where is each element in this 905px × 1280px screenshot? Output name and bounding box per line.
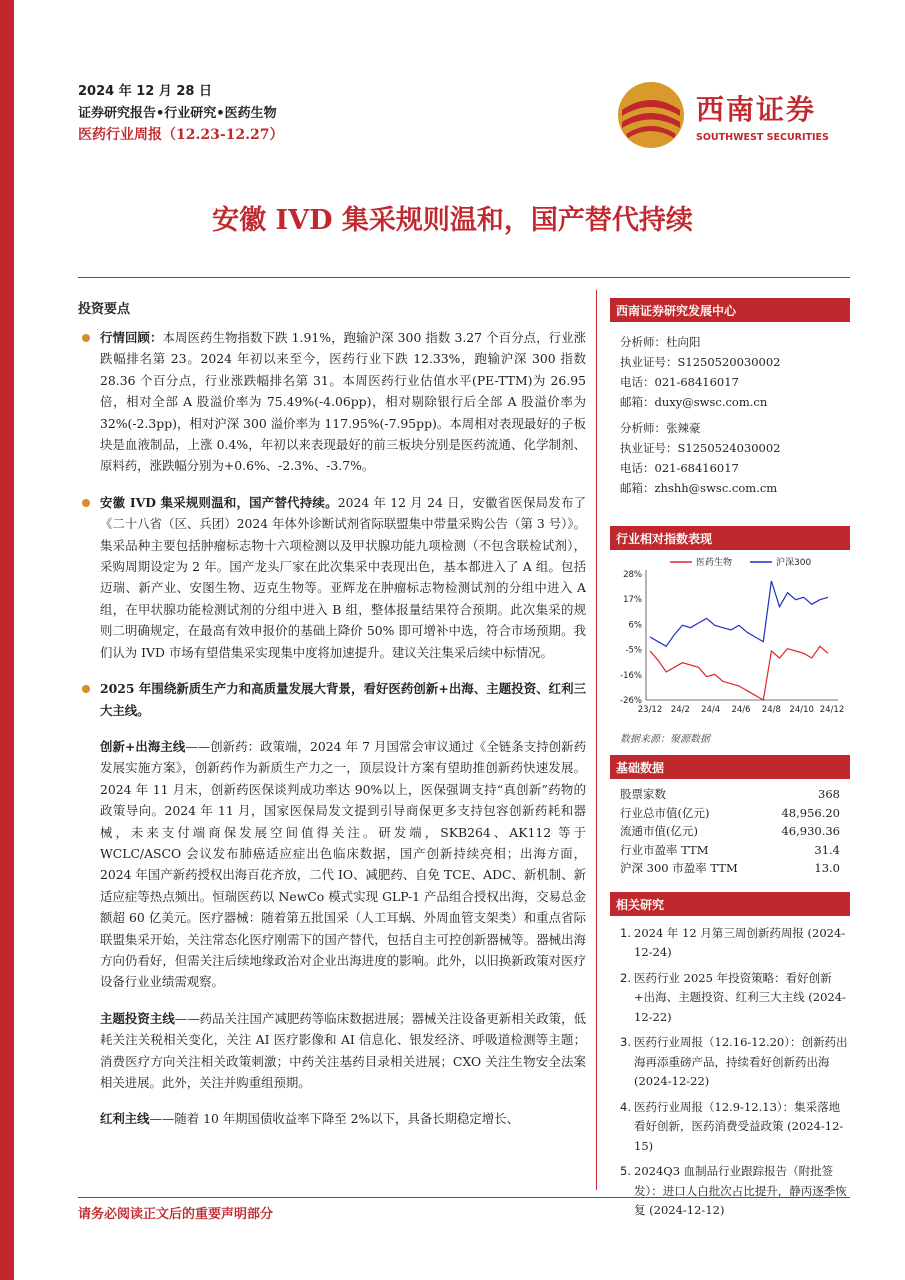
footer-divider [78, 1197, 850, 1198]
bullet-market-review: 行情回顾：本周医药生物指数下跌 1.91%，跑输沪深 300 指数 3.27 个百分点，行业涨跌幅排名第 23。2024 年初以来至今，医药行业下跌 12.33%，跑输沪深 300 指数 28.36 个百分点，行业涨跌幅排名第 31。本周医药行业估值水平(PE-TTM)为 26.95 倍，相对全部 A 股溢价率为 75.49%(-4.06pp)，相对剔除银行后全部 A 股溢价率为 32%(-2.3pp)，相对沪深 300 溢价率为 117.95%(-7.95pp)。本周相对表现最好的子板块是血液制品，上涨 0.4%，年初以来表现最好的前三板块分别是医药流通、化学制剂、原料药，涨跌幅分别为+0.6%、-2.3%、-3.7%。 [78, 327, 586, 477]
analyst-1-cert: 执业证号：S1250520030002 [620, 355, 781, 369]
sidebar [610, 298, 850, 1227]
related-research-list [610, 916, 850, 1221]
left-red-bar [0, 0, 14, 1280]
y-tick-label: -5% [625, 645, 642, 656]
analyst-1-email[interactable]: 邮箱：duxy@swsc.com.cn [620, 395, 768, 409]
x-tick-label: 24/4 [701, 705, 721, 715]
section-heading: 投资要点 [78, 302, 131, 317]
y-tick-label: 17% [623, 595, 642, 606]
y-tick-label: 6% [628, 620, 642, 631]
y-tick-label: -26% [620, 696, 642, 706]
bullet-2025-themes: 2025 年围绕新质生产力和高质量发展大背景，看好医药创新+出海、主题投资、红利三大主线。 [78, 678, 586, 721]
basic-row: 行业总市值(亿元) 48,956.20 [620, 805, 840, 820]
x-tick-label: 23/12 [637, 705, 663, 715]
x-tick-label: 24/12 [819, 705, 845, 715]
basic-row: 沪深 300 市盈率 TTM 13.0 [620, 861, 840, 875]
basic-data-table [610, 779, 850, 884]
analyst-1-phone: 电话：021-68416017 [620, 375, 739, 389]
basic-row: 股票家数 368 [620, 787, 840, 801]
legend-label: 医药生物 [696, 558, 733, 568]
chart-svg [610, 552, 850, 722]
related-item[interactable]: 2. 医药行业 2025 年投资策略：看好创新+出海、主题投资、红利三大主线 (2024-12-22) [620, 970, 846, 1024]
analyst-2-name: 分析师：张辣豪 [620, 421, 701, 435]
x-tick-label: 24/10 [789, 705, 814, 715]
footer-disclaimer: 请务必阅读正文后的重要声明部分 [78, 1207, 274, 1222]
analyst-2-cert: 执业证号：S1250524030002 [620, 441, 781, 455]
bullet-anhui-ivd: 安徽 IVD 集采规则温和，国产替代持续。2024 年 12 月 24 日，安徽省医保局发布了《二十八省（区、兵团）2024 年体外诊断试剂省际联盟集中带量采购公告（第 3 号）》。集采品种主要包括肿瘤标志物十六项检测以及甲状腺功能九项检测（不包含联检试剂），采购周期设定为 2 年。国产龙头厂家在此次集采中表现出色，基本都进入了 A 组。包括迈瑞、新产业、安图生物、迈克生物等。亚辉龙在肿瘤标志物检测试剂的分组中进入 A 组，在甲状腺功能检测试剂的分组中进入 B 组，整体报量结果符合预期。此次集采的规则二明确规定，在最高有效申报价的基础上降价 50% 即可增补中选，符合市场预期。我们认为 IVD 市场有望借集采实现集中度将加速提升。建议关注集采后续中标情况。 [78, 492, 586, 663]
related-item[interactable]: 3. 医药行业周报（12.16-12.20）：创新药出海再添重磅产品，持续看好创新药出海 (2024-12-22) [620, 1035, 848, 1088]
research-center-heading: 西南证券研究发展中心 [610, 298, 850, 322]
column-divider [596, 290, 597, 1190]
series-line-hs300 [650, 581, 828, 646]
analyst-1-name: 分析师：杜向阳 [620, 335, 701, 349]
logo-name-cn: 西南证券 [696, 93, 817, 126]
chart-source: 数据来源：聚源数据 [620, 734, 710, 745]
main-title: 安徽 IVD 集采规则温和，国产替代持续 [212, 205, 693, 236]
x-tick-label: 24/8 [761, 705, 781, 715]
series-line-pharma [650, 646, 828, 700]
basic-row: 行业市盈率 TTM 31.4 [620, 842, 840, 857]
x-tick-label: 24/2 [670, 705, 690, 715]
investment-summary [78, 298, 586, 1145]
logo-name-en: SOUTHWEST SECURITIES [696, 132, 829, 143]
y-tick-label: -16% [620, 670, 642, 681]
logo-emblem-icon [616, 80, 686, 150]
related-item[interactable]: 4. 医药行业周报（12.9-12.13）：集采落地看好创新，医药消费受益政策 (2024-12-15) [620, 1099, 844, 1153]
para-dividend: 红利主线——随着 10 年期国债收益率下降至 2%以下，具备长期稳定增长、 [100, 1111, 519, 1127]
x-tick-label: 24/6 [731, 705, 751, 715]
analyst-2-phone: 电话：021-68416017 [620, 461, 739, 475]
analyst-info [610, 322, 850, 498]
para-theme-investing: 主题投资主线——药品关注国产减肥药等临床数据进展；器械关注设备更新相关政策，低耗关注关税相关变化，关注 AI 医疗影像和 AI 信息化、银发经济、呼吸道检测等主题；消费医疗方向关注相关政策刺激；中药关注基药目录相关进展；CXO 关注生物安全法案相关进展。此外，关注并购重组预期。 [100, 1010, 587, 1090]
report-date: 2024 年 12 月 28 日 [78, 84, 212, 99]
related-research-heading: 相关研究 [610, 892, 850, 916]
title-divider [78, 277, 850, 278]
company-logo [616, 80, 846, 150]
report-type: 证券研究报告•行业研究•医药生物 [78, 106, 277, 121]
chart-heading: 行业相对指数表现 [610, 526, 850, 550]
legend-label: 沪深300 [776, 558, 812, 568]
basic-data-heading: 基础数据 [610, 755, 850, 779]
basic-row: 流通市值(亿元) 46,930.36 [620, 824, 840, 838]
report-weekly-title: 医药行业周报（12.23-12.27） [78, 127, 284, 143]
para-innovation: 创新+出海主线——创新药：政策端，2024 年 7 月国常会审议通过《全链条支持创新药发展实施方案》，创新药作为新质生产力之一，顶层设计方案有望助推创新药快速发展。2024 年 11 月末，创新药医保谈判成功率达 90%以上，医保强调支持“真创新”药物的政策导向。2024 年 11 月，国家医保局发文提到引导商保更多支持包容创新药耗和器械，未来支付端商保发展空间值得关注。研发端，SKB264、AK112 等于 WCLC/ASCO 会议发布肺癌适应症出色临床数据，国产创新持续亮相；出海方面，2024 年国产新药授权出海百花齐放，二代 IO、减肥药、自免 TCE、ADC、新机制、新适应症等热点频出。恒瑞医药以 NewCo 模式实现 GLP-1 产品组合授权出海，交易总金额超 60 亿美元。医疗器械：随着第五批国采（人工耳蜗、外周血管支架类）和重点省际联盟集采开始，关注常态化医疗刚需下的国产替代，包括自主可控创新器械等。器械出海方向仍看好，但需关注后续地缘政治对企业出海进度的影响。此外，以旧换新政策对医疗设备行业业绩需观察。 [100, 738, 586, 990]
related-item[interactable]: 5. 2024Q3 血制品行业跟踪报告（附批签发）：进口人白批次占比提升，静丙逐季恢复 (2024-12-12) [620, 1164, 847, 1217]
related-item[interactable]: 1. 2024 年 12 月第三周创新药周报 (2024-12-24) [620, 925, 846, 959]
y-tick-label: 28% [623, 570, 642, 580]
relative-index-chart [610, 552, 850, 726]
analyst-2-email[interactable]: 邮箱：zhshh@swsc.com.cm [620, 481, 778, 495]
